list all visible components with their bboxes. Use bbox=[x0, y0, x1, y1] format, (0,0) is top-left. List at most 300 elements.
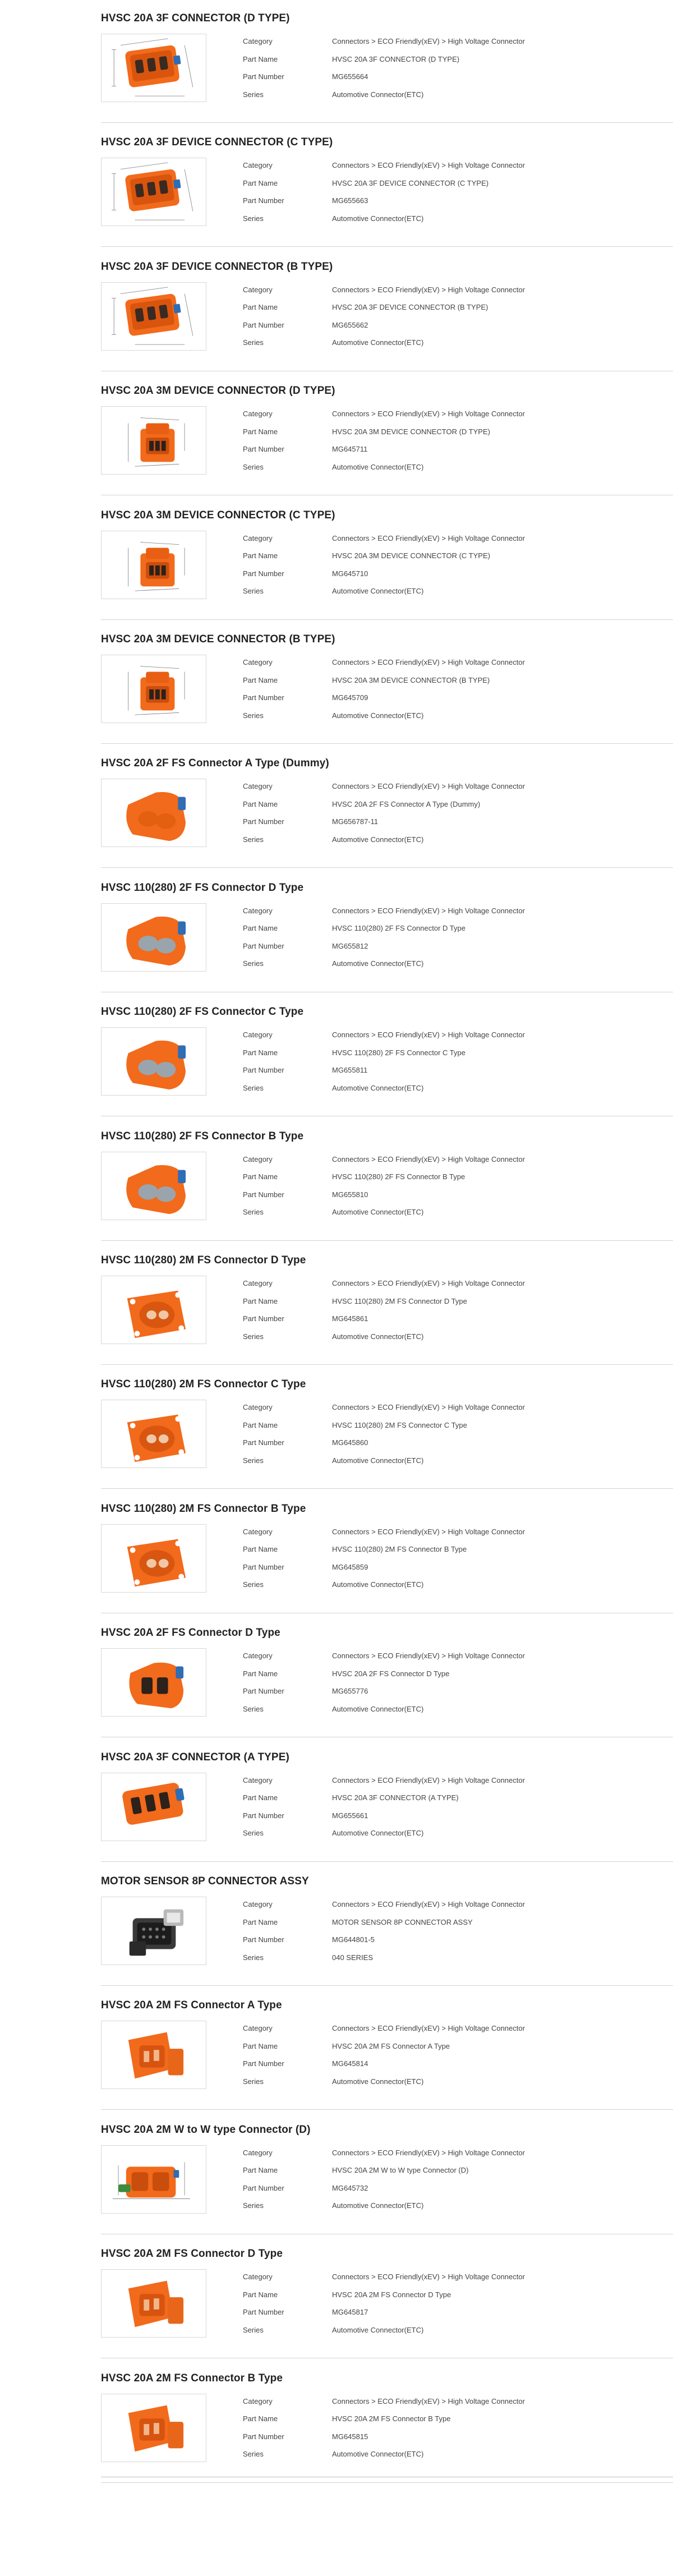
spec-value: MG644801-5 bbox=[332, 1935, 375, 1944]
spec-row-category bbox=[243, 654, 635, 671]
spec-row-category bbox=[243, 1647, 635, 1665]
spec-row-part-number bbox=[243, 1061, 635, 1079]
spec-value: MG655663 bbox=[332, 196, 368, 205]
spec-value: MG655662 bbox=[332, 320, 368, 329]
spec-value: MG656787-11 bbox=[332, 817, 379, 826]
spec-value: Automotive Connector(ETC) bbox=[332, 587, 424, 596]
spec-row-category bbox=[243, 1151, 635, 1169]
spec-value: HVSC 110(280) 2M FS Connector C Type bbox=[332, 1420, 467, 1429]
product-spec-table bbox=[243, 405, 635, 476]
spec-label: Series bbox=[243, 214, 264, 223]
product-spec-table bbox=[243, 2144, 635, 2215]
spec-label: Part Number bbox=[243, 1687, 284, 1696]
spec-value: Connectors > ECO Friendly(xEV) > High Voltage Connector bbox=[332, 782, 525, 791]
spec-row-category bbox=[243, 33, 635, 50]
spec-label: Series bbox=[243, 2201, 264, 2210]
product-item bbox=[101, 2360, 673, 2484]
spec-row-part-name bbox=[243, 1168, 635, 1186]
spec-label: Series bbox=[243, 587, 264, 596]
spec-label: Category bbox=[243, 1279, 273, 1287]
spec-label: Part Number bbox=[243, 1066, 284, 1075]
spec-row-series bbox=[243, 831, 635, 849]
spec-label: Part Number bbox=[243, 1190, 284, 1199]
spec-value: HVSC 20A 3F DEVICE CONNECTOR (B TYPE) bbox=[332, 303, 488, 312]
spec-label: Part Number bbox=[243, 693, 284, 702]
spec-row-part-number bbox=[243, 689, 635, 707]
product-image[interactable] bbox=[101, 2021, 206, 2089]
item-divider bbox=[101, 743, 673, 744]
spec-label: Series bbox=[243, 959, 264, 968]
spec-row-part-number bbox=[243, 937, 635, 955]
product-image[interactable] bbox=[101, 2269, 206, 2338]
spec-row-series bbox=[243, 2073, 635, 2091]
product-title-link[interactable]: HVSC 20A 2F FS Connector A Type (Dummy) bbox=[101, 757, 329, 770]
spec-row-series bbox=[243, 1700, 635, 1718]
spec-label: Part Number bbox=[243, 1811, 284, 1820]
spec-value: Automotive Connector(ETC) bbox=[332, 462, 424, 471]
spec-value: HVSC 20A 2M FS Connector B Type bbox=[332, 2414, 451, 2423]
product-title-link[interactable]: HVSC 110(280) 2F FS Connector B Type bbox=[101, 1130, 304, 1142]
item-divider bbox=[101, 2482, 673, 2483]
product-image[interactable] bbox=[101, 531, 206, 599]
spec-row-part-name bbox=[243, 919, 635, 937]
spec-value: MG645732 bbox=[332, 2183, 368, 2192]
spec-row-series bbox=[243, 1949, 635, 1967]
spec-label: Part Name bbox=[243, 54, 278, 63]
spec-row-series bbox=[243, 2197, 635, 2215]
product-title-link[interactable]: HVSC 20A 3F DEVICE CONNECTOR (C TYPE) bbox=[101, 136, 333, 149]
spec-label: Category bbox=[243, 161, 273, 170]
spec-label: Part Name bbox=[243, 551, 278, 560]
product-item bbox=[101, 2112, 673, 2235]
spec-row-part-name bbox=[243, 298, 635, 316]
spec-row-part-number bbox=[243, 1186, 635, 1204]
spec-row-part-number bbox=[243, 2303, 635, 2321]
product-image[interactable] bbox=[101, 1524, 206, 1593]
spec-value: Automotive Connector(ETC) bbox=[332, 1083, 424, 1092]
spec-label: Part Name bbox=[243, 1296, 278, 1305]
product-item bbox=[101, 1987, 673, 2111]
spec-label: Category bbox=[243, 1775, 273, 1784]
product-item bbox=[101, 1118, 673, 1242]
spec-value: MOTOR SENSOR 8P CONNECTOR ASSY bbox=[332, 1917, 473, 1926]
product-title-link[interactable]: HVSC 20A 2M FS Connector D Type bbox=[101, 2248, 283, 2260]
product-image[interactable] bbox=[101, 1897, 206, 1965]
spec-row-category bbox=[243, 1896, 635, 1913]
spec-label: Part Number bbox=[243, 1438, 284, 1447]
spec-value: HVSC 20A 2M FS Connector D Type bbox=[332, 2290, 451, 2299]
spec-row-series bbox=[243, 1824, 635, 1842]
spec-value: MG645860 bbox=[332, 1438, 368, 1447]
product-spec-table bbox=[243, 281, 635, 352]
spec-value: MG645709 bbox=[332, 693, 368, 702]
spec-label: Part Number bbox=[243, 817, 284, 826]
product-item bbox=[101, 1366, 673, 1490]
spec-row-category bbox=[243, 2144, 635, 2162]
item-divider bbox=[101, 1985, 673, 1986]
product-title-link[interactable]: HVSC 20A 2F FS Connector D Type bbox=[101, 1627, 280, 1639]
product-item bbox=[101, 372, 673, 496]
item-divider bbox=[101, 619, 673, 620]
spec-value: Connectors > ECO Friendly(xEV) > High Voltage Connector bbox=[332, 1154, 525, 1163]
spec-label: Part Name bbox=[243, 1669, 278, 1678]
spec-row-part-name bbox=[243, 1044, 635, 1062]
spec-row-part-name bbox=[243, 50, 635, 68]
product-item bbox=[101, 497, 673, 621]
spec-label: Part Number bbox=[243, 2183, 284, 2192]
spec-value: MG645710 bbox=[332, 569, 368, 578]
spec-value: MG655664 bbox=[332, 72, 368, 81]
spec-label: Category bbox=[243, 1031, 273, 1039]
product-item bbox=[101, 1491, 673, 1614]
product-item bbox=[101, 1739, 673, 1863]
spec-row-series bbox=[243, 210, 635, 228]
product-item bbox=[101, 249, 673, 372]
spec-value: HVSC 20A 3M DEVICE CONNECTOR (D TYPE) bbox=[332, 427, 490, 436]
spec-label: Series bbox=[243, 835, 264, 844]
spec-value: HVSC 110(280) 2F FS Connector B Type bbox=[332, 1172, 465, 1181]
product-spec-table bbox=[243, 1275, 635, 1345]
spec-value: Connectors > ECO Friendly(xEV) > High Voltage Connector bbox=[332, 533, 525, 542]
spec-row-part-name bbox=[243, 671, 635, 689]
product-title-link[interactable]: HVSC 20A 3M DEVICE CONNECTOR (B TYPE) bbox=[101, 633, 335, 645]
spec-row-category bbox=[243, 1026, 635, 1044]
spec-label: Part Name bbox=[243, 2041, 278, 2050]
spec-row-series bbox=[243, 1576, 635, 1594]
spec-label: Part Name bbox=[243, 2290, 278, 2299]
spec-row-part-name bbox=[243, 423, 635, 441]
product-image[interactable] bbox=[101, 282, 206, 351]
spec-value: Automotive Connector(ETC) bbox=[332, 338, 424, 347]
spec-label: Category bbox=[243, 533, 273, 542]
product-image[interactable] bbox=[101, 1648, 206, 1717]
spec-row-part-number bbox=[243, 2428, 635, 2446]
spec-value: Connectors > ECO Friendly(xEV) > High Voltage Connector bbox=[332, 1403, 525, 1412]
spec-value: Automotive Connector(ETC) bbox=[332, 1829, 424, 1838]
spec-value: HVSC 20A 3F CONNECTOR (D TYPE) bbox=[332, 54, 460, 63]
spec-row-series bbox=[243, 582, 635, 600]
spec-value: HVSC 20A 3F DEVICE CONNECTOR (C TYPE) bbox=[332, 178, 489, 187]
spec-row-series bbox=[243, 458, 635, 476]
spec-label: Part Number bbox=[243, 72, 284, 81]
product-image[interactable] bbox=[101, 2145, 206, 2214]
spec-label: Category bbox=[243, 1652, 273, 1660]
product-title-link[interactable]: HVSC 20A 2M W to W type Connector (D) bbox=[101, 2123, 311, 2136]
spec-value: Connectors > ECO Friendly(xEV) > High Voltage Connector bbox=[332, 1527, 525, 1536]
spec-row-part-name bbox=[243, 795, 635, 813]
product-image[interactable] bbox=[101, 34, 206, 102]
spec-label: Series bbox=[243, 1456, 264, 1465]
product-title-link[interactable]: HVSC 20A 3F DEVICE CONNECTOR (B TYPE) bbox=[101, 260, 333, 273]
product-spec-table bbox=[243, 2393, 635, 2463]
spec-label: Part Name bbox=[243, 2166, 278, 2175]
product-item bbox=[101, 1242, 673, 1366]
spec-row-part-name bbox=[243, 2037, 635, 2055]
spec-value: Automotive Connector(ETC) bbox=[332, 2201, 424, 2210]
product-spec-table bbox=[243, 1399, 635, 1469]
spec-label: Series bbox=[243, 90, 264, 99]
product-image[interactable] bbox=[101, 1276, 206, 1344]
spec-row-series bbox=[243, 1079, 635, 1097]
spec-value: MG645814 bbox=[332, 2059, 368, 2068]
product-image[interactable] bbox=[101, 655, 206, 723]
spec-label: Series bbox=[243, 338, 264, 347]
spec-value: Automotive Connector(ETC) bbox=[332, 1332, 424, 1341]
product-spec-table bbox=[243, 2268, 635, 2339]
spec-label: Part Number bbox=[243, 320, 284, 329]
spec-value: HVSC 20A 3M DEVICE CONNECTOR (C TYPE) bbox=[332, 551, 490, 560]
item-divider bbox=[101, 1364, 673, 1365]
spec-label: Part Name bbox=[243, 178, 278, 187]
spec-row-part-name bbox=[243, 1292, 635, 1310]
spec-value: Connectors > ECO Friendly(xEV) > High Voltage Connector bbox=[332, 1279, 525, 1287]
product-item bbox=[101, 124, 673, 248]
spec-label: Series bbox=[243, 462, 264, 471]
spec-row-series bbox=[243, 1328, 635, 1346]
spec-value: MG645817 bbox=[332, 2308, 368, 2317]
spec-value: MG655811 bbox=[332, 1066, 368, 1075]
product-spec-table bbox=[243, 778, 635, 848]
spec-value: Connectors > ECO Friendly(xEV) > High Voltage Connector bbox=[332, 1031, 525, 1039]
product-image[interactable] bbox=[101, 1773, 206, 1841]
spec-value: HVSC 20A 2F FS Connector A Type (Dummy) bbox=[332, 799, 481, 808]
spec-label: Part Name bbox=[243, 924, 278, 933]
spec-label: Series bbox=[243, 1704, 264, 1713]
spec-label: Part Number bbox=[243, 445, 284, 454]
item-divider bbox=[101, 1861, 673, 1862]
spec-row-part-number bbox=[243, 2055, 635, 2073]
spec-row-category bbox=[243, 405, 635, 423]
product-image[interactable] bbox=[101, 779, 206, 847]
spec-value: Automotive Connector(ETC) bbox=[332, 90, 424, 99]
spec-row-series bbox=[243, 707, 635, 725]
spec-label: Part Number bbox=[243, 2432, 284, 2441]
spec-label: Series bbox=[243, 1829, 264, 1838]
spec-row-category bbox=[243, 530, 635, 548]
product-image[interactable] bbox=[101, 158, 206, 226]
spec-label: Category bbox=[243, 1527, 273, 1536]
product-image[interactable] bbox=[101, 1027, 206, 1096]
spec-value: Connectors > ECO Friendly(xEV) > High Voltage Connector bbox=[332, 1900, 525, 1908]
spec-value: Automotive Connector(ETC) bbox=[332, 1704, 424, 1713]
spec-label: Series bbox=[243, 2077, 264, 2086]
product-title-link[interactable]: HVSC 110(280) 2F FS Connector D Type bbox=[101, 881, 304, 894]
product-spec-table bbox=[243, 902, 635, 973]
spec-row-part-name bbox=[243, 547, 635, 565]
spec-row-series bbox=[243, 2445, 635, 2463]
spec-value: HVSC 20A 2F FS Connector D Type bbox=[332, 1669, 450, 1678]
spec-value: Connectors > ECO Friendly(xEV) > High Voltage Connector bbox=[332, 2396, 525, 2405]
spec-value: Connectors > ECO Friendly(xEV) > High Voltage Connector bbox=[332, 410, 525, 418]
spec-label: Category bbox=[243, 906, 273, 915]
product-title-link[interactable]: HVSC 20A 2M FS Connector A Type bbox=[101, 1999, 282, 2012]
product-item bbox=[101, 2235, 673, 2359]
spec-row-part-name bbox=[243, 2286, 635, 2304]
spec-value: HVSC 110(280) 2F FS Connector C Type bbox=[332, 1048, 465, 1057]
spec-label: Category bbox=[243, 37, 273, 45]
spec-label: Category bbox=[243, 410, 273, 418]
product-title-link[interactable]: HVSC 20A 3M DEVICE CONNECTOR (C TYPE) bbox=[101, 509, 335, 521]
spec-label: Category bbox=[243, 2273, 273, 2281]
spec-label: Series bbox=[243, 711, 264, 720]
item-divider bbox=[101, 1240, 673, 1241]
product-title-link[interactable]: HVSC 110(280) 2M FS Connector B Type bbox=[101, 1502, 306, 1515]
spec-row-part-number bbox=[243, 68, 635, 86]
spec-label: Part Name bbox=[243, 1420, 278, 1429]
product-spec-table bbox=[243, 1523, 635, 1594]
product-spec-table bbox=[243, 1772, 635, 1842]
product-item bbox=[101, 870, 673, 993]
spec-label: Series bbox=[243, 1332, 264, 1341]
spec-label: Part Name bbox=[243, 1793, 278, 1802]
spec-label: Part Name bbox=[243, 1172, 278, 1181]
spec-row-part-name bbox=[243, 1540, 635, 1558]
spec-value: MG645815 bbox=[332, 2432, 368, 2441]
spec-row-category bbox=[243, 281, 635, 299]
spec-label: Part Name bbox=[243, 2414, 278, 2423]
spec-label: Part Name bbox=[243, 303, 278, 312]
spec-value: MG655661 bbox=[332, 1811, 368, 1820]
product-title-link[interactable]: HVSC 20A 2M FS Connector B Type bbox=[101, 2372, 283, 2384]
spec-row-series bbox=[243, 955, 635, 973]
item-divider bbox=[101, 246, 673, 247]
product-image[interactable] bbox=[101, 903, 206, 972]
spec-value: Automotive Connector(ETC) bbox=[332, 214, 424, 223]
spec-value: Connectors > ECO Friendly(xEV) > High Voltage Connector bbox=[332, 2024, 525, 2033]
spec-value: MG645711 bbox=[332, 445, 368, 454]
spec-label: Category bbox=[243, 2024, 273, 2033]
spec-value: HVSC 20A 2M W to W type Connector (D) bbox=[332, 2166, 469, 2175]
spec-row-part-name bbox=[243, 1416, 635, 1434]
spec-row-series bbox=[243, 334, 635, 352]
spec-label: Part Number bbox=[243, 196, 284, 205]
spec-value: Automotive Connector(ETC) bbox=[332, 2450, 424, 2459]
product-spec-table bbox=[243, 1647, 635, 1718]
spec-label: Series bbox=[243, 2450, 264, 2459]
spec-label: Part Name bbox=[243, 1048, 278, 1057]
product-image[interactable] bbox=[101, 2394, 206, 2462]
spec-label: Category bbox=[243, 1403, 273, 1412]
spec-row-category bbox=[243, 2393, 635, 2411]
spec-label: Part Number bbox=[243, 1562, 284, 1571]
spec-label: Category bbox=[243, 285, 273, 294]
product-image[interactable] bbox=[101, 1152, 206, 1220]
spec-value: MG655812 bbox=[332, 941, 368, 950]
spec-row-category bbox=[243, 778, 635, 795]
product-spec-table bbox=[243, 2020, 635, 2090]
spec-value: Automotive Connector(ETC) bbox=[332, 959, 424, 968]
spec-value: Connectors > ECO Friendly(xEV) > High Voltage Connector bbox=[332, 1652, 525, 1660]
spec-value: Automotive Connector(ETC) bbox=[332, 1208, 424, 1217]
spec-row-part-number bbox=[243, 1931, 635, 1949]
spec-value: Connectors > ECO Friendly(xEV) > High Voltage Connector bbox=[332, 161, 525, 170]
product-image[interactable] bbox=[101, 406, 206, 475]
spec-value: Automotive Connector(ETC) bbox=[332, 1580, 424, 1589]
spec-label: Series bbox=[243, 1083, 264, 1092]
spec-value: Connectors > ECO Friendly(xEV) > High Voltage Connector bbox=[332, 285, 525, 294]
spec-label: Part Number bbox=[243, 1314, 284, 1323]
spec-label: Category bbox=[243, 1900, 273, 1908]
spec-value: Automotive Connector(ETC) bbox=[332, 1456, 424, 1465]
spec-row-part-name bbox=[243, 174, 635, 192]
spec-row-part-name bbox=[243, 2161, 635, 2179]
item-divider bbox=[101, 122, 673, 123]
spec-label: Category bbox=[243, 1154, 273, 1163]
spec-label: Category bbox=[243, 658, 273, 666]
spec-value: HVSC 110(280) 2M FS Connector D Type bbox=[332, 1296, 467, 1305]
spec-row-category bbox=[243, 1399, 635, 1416]
product-spec-table bbox=[243, 530, 635, 600]
spec-value: 040 SERIES bbox=[332, 1953, 373, 1962]
product-title-link[interactable]: MOTOR SENSOR 8P CONNECTOR ASSY bbox=[101, 1875, 309, 1887]
spec-value: Automotive Connector(ETC) bbox=[332, 2077, 424, 2086]
spec-row-part-name bbox=[243, 1789, 635, 1807]
spec-value: MG655776 bbox=[332, 1687, 368, 1696]
spec-row-series bbox=[243, 1452, 635, 1470]
spec-row-part-number bbox=[243, 1807, 635, 1825]
product-title-link[interactable]: HVSC 20A 3F CONNECTOR (D TYPE) bbox=[101, 12, 290, 24]
spec-row-category bbox=[243, 902, 635, 920]
spec-row-part-number bbox=[243, 440, 635, 458]
product-item bbox=[101, 1614, 673, 1738]
product-title-link[interactable]: HVSC 110(280) 2F FS Connector C Type bbox=[101, 1006, 304, 1018]
spec-label: Part Number bbox=[243, 2308, 284, 2317]
spec-value: Automotive Connector(ETC) bbox=[332, 835, 424, 844]
spec-label: Part Name bbox=[243, 427, 278, 436]
spec-label: Series bbox=[243, 2325, 264, 2334]
spec-label: Part Name bbox=[243, 675, 278, 684]
spec-value: HVSC 110(280) 2M FS Connector B Type bbox=[332, 1545, 467, 1554]
spec-label: Series bbox=[243, 1580, 264, 1589]
spec-label: Part Name bbox=[243, 1917, 278, 1926]
spec-value: HVSC 20A 2M FS Connector A Type bbox=[332, 2041, 450, 2050]
spec-row-part-number bbox=[243, 1310, 635, 1328]
spec-value: MG645861 bbox=[332, 1314, 368, 1323]
spec-row-category bbox=[243, 1275, 635, 1292]
product-title-link[interactable]: HVSC 110(280) 2M FS Connector C Type bbox=[101, 1378, 306, 1391]
spec-row-series bbox=[243, 2321, 635, 2339]
spec-row-part-number bbox=[243, 316, 635, 334]
spec-row-series bbox=[243, 1203, 635, 1221]
spec-row-part-name bbox=[243, 2410, 635, 2428]
item-divider bbox=[101, 867, 673, 868]
product-title-link[interactable]: HVSC 110(280) 2M FS Connector D Type bbox=[101, 1254, 306, 1266]
product-item bbox=[101, 0, 673, 124]
spec-row-category bbox=[243, 157, 635, 174]
spec-value: Connectors > ECO Friendly(xEV) > High Voltage Connector bbox=[332, 906, 525, 915]
spec-row-part-name bbox=[243, 1913, 635, 1931]
product-title-link[interactable]: HVSC 20A 3M DEVICE CONNECTOR (D TYPE) bbox=[101, 385, 335, 397]
spec-row-category bbox=[243, 2020, 635, 2037]
product-item bbox=[101, 745, 673, 869]
spec-value: Connectors > ECO Friendly(xEV) > High Voltage Connector bbox=[332, 1775, 525, 1784]
spec-label: Part Name bbox=[243, 1545, 278, 1554]
spec-value: Automotive Connector(ETC) bbox=[332, 711, 424, 720]
spec-row-category bbox=[243, 2268, 635, 2286]
product-item bbox=[101, 1863, 673, 1987]
spec-row-part-number bbox=[243, 1682, 635, 1700]
spec-value: Connectors > ECO Friendly(xEV) > High Voltage Connector bbox=[332, 2148, 525, 2157]
spec-row-series bbox=[243, 86, 635, 104]
product-image[interactable] bbox=[101, 1400, 206, 1468]
product-title-link[interactable]: HVSC 20A 3F CONNECTOR (A TYPE) bbox=[101, 1751, 289, 1763]
spec-row-part-number bbox=[243, 192, 635, 210]
product-spec-table bbox=[243, 1151, 635, 1221]
spec-label: Category bbox=[243, 2396, 273, 2405]
spec-row-part-number bbox=[243, 2179, 635, 2197]
spec-value: MG655810 bbox=[332, 1190, 368, 1199]
spec-value: HVSC 110(280) 2F FS Connector D Type bbox=[332, 924, 465, 933]
